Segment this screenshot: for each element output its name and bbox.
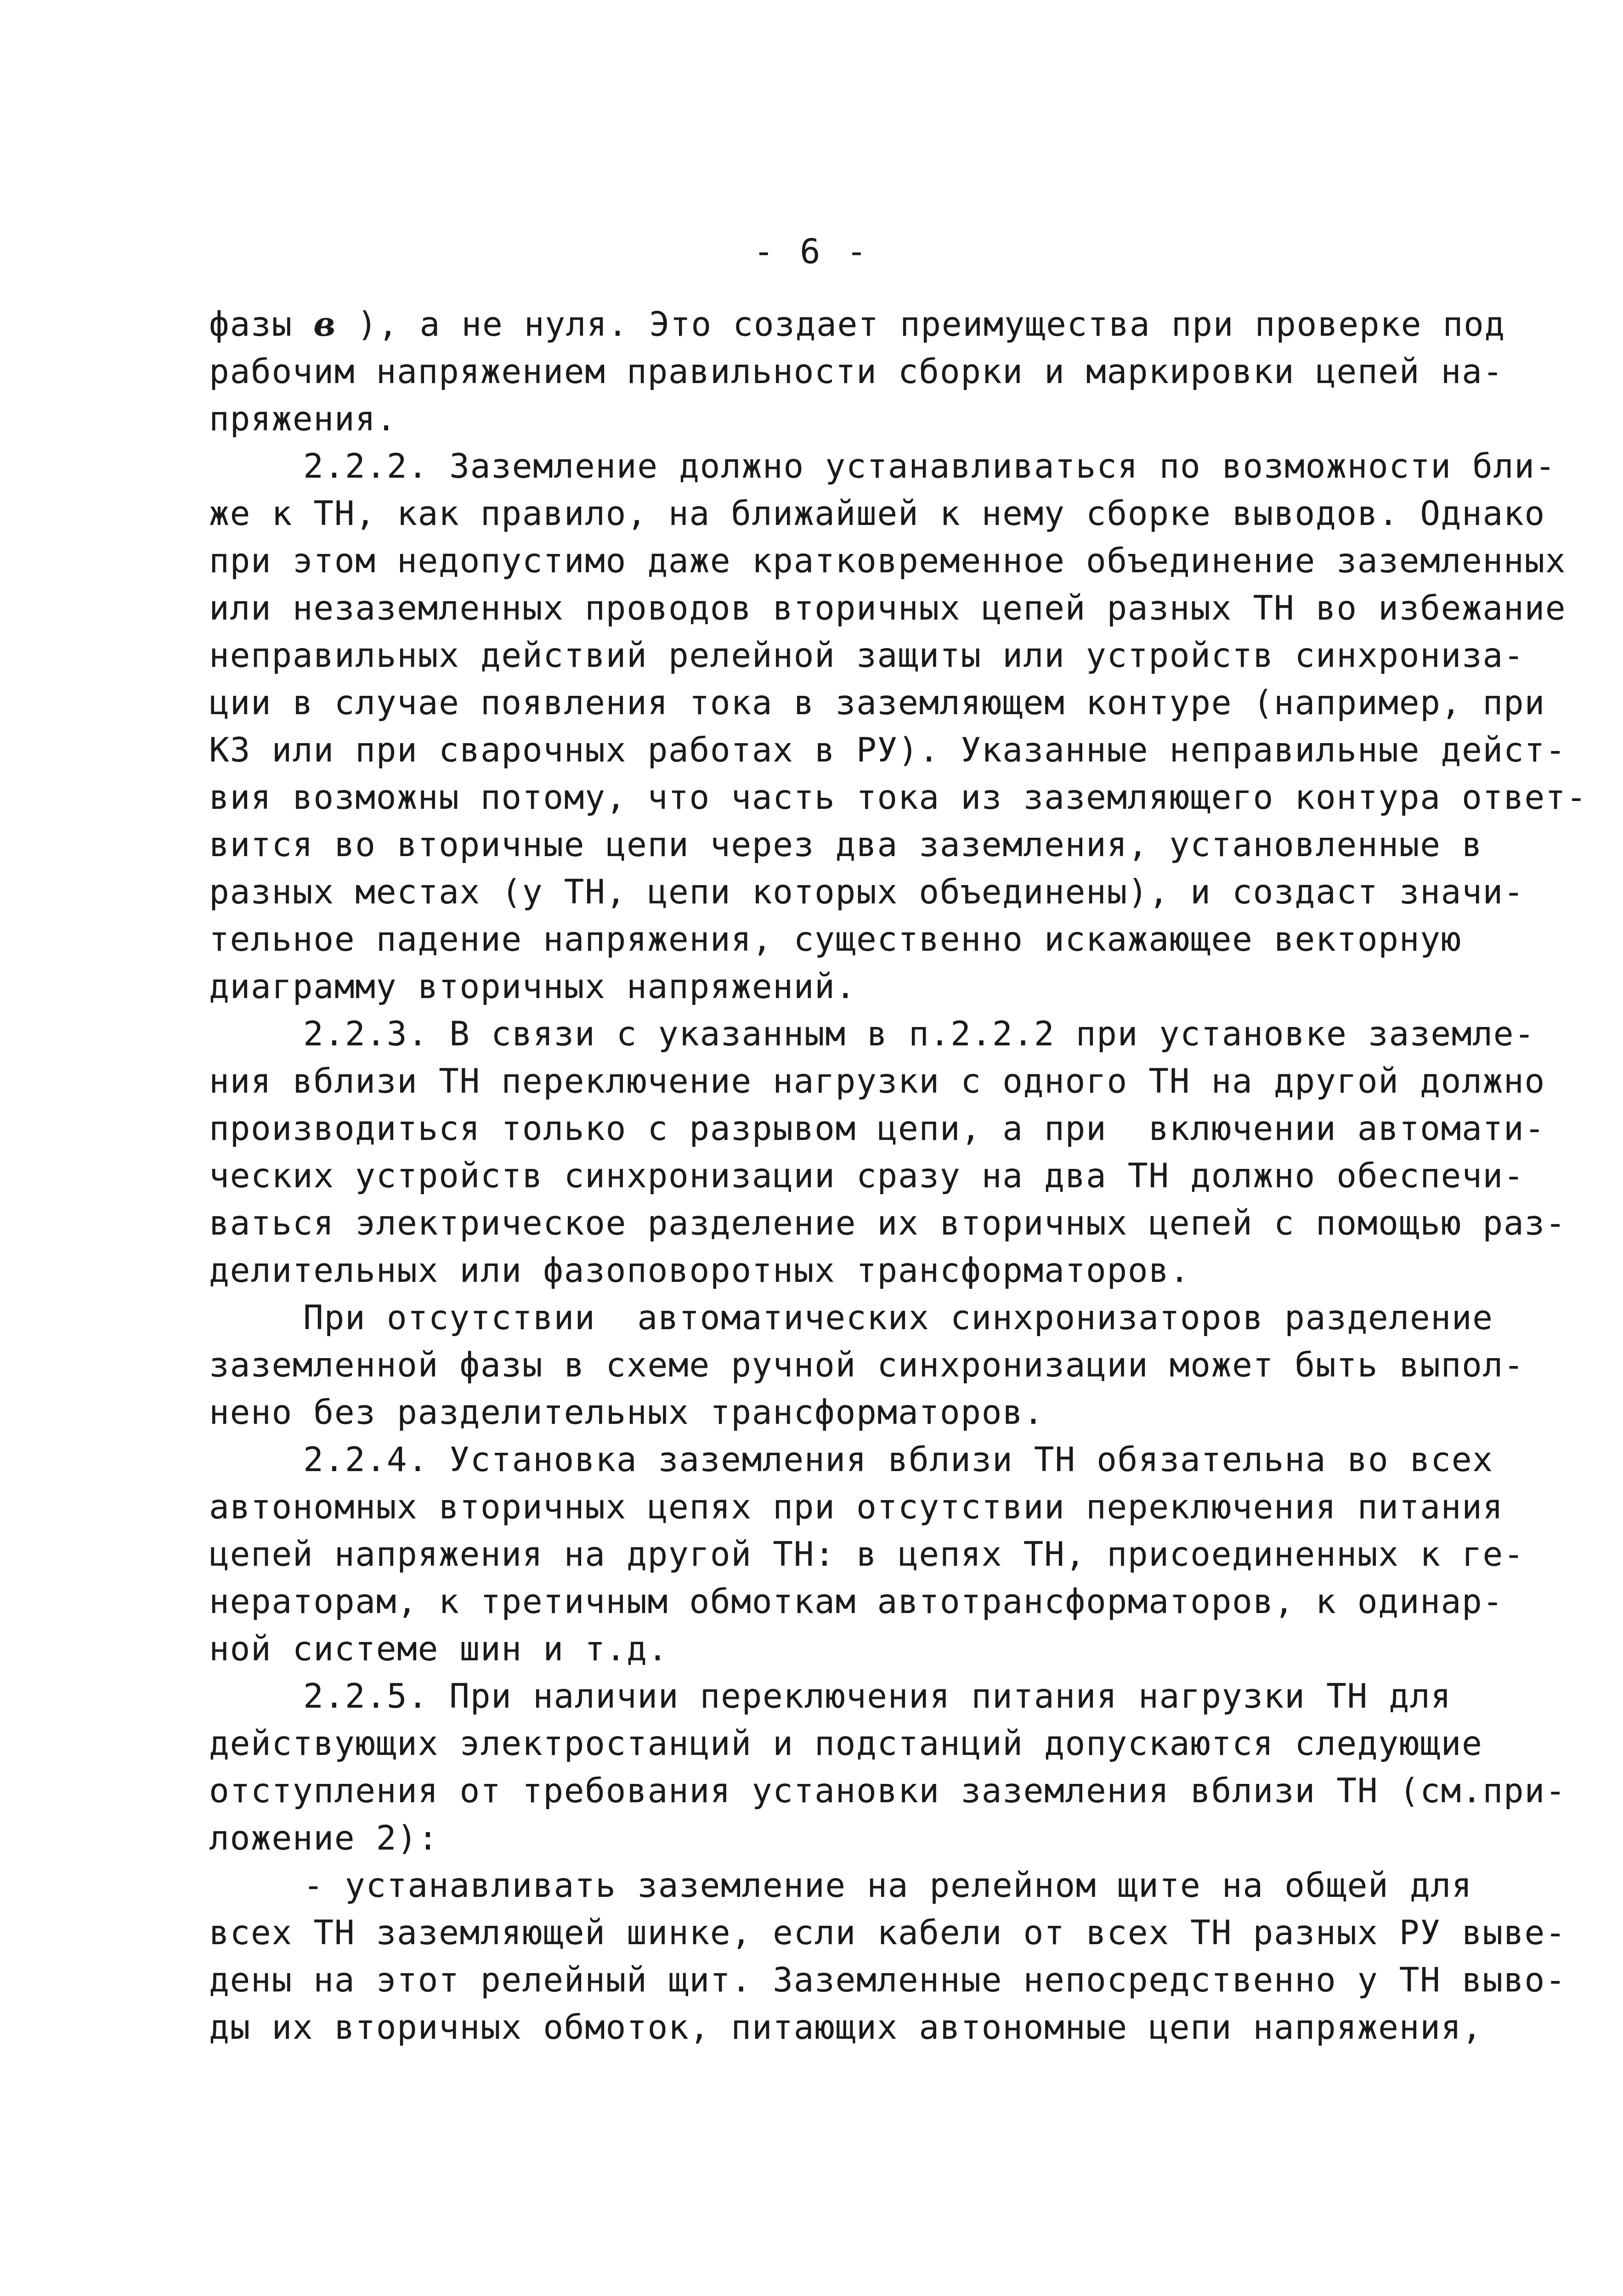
text-line: ции в случае появления тока в заземляющем контуре (например, при bbox=[209, 683, 1545, 722]
text-line: цепей напряжения на другой ТН: в цепях ТН, присоединенных к ге- bbox=[209, 1535, 1525, 1574]
text-line: неправильных действий релейной защиты или устройств синхрониза- bbox=[209, 636, 1525, 675]
text-line: диаграмму вторичных напряжений. bbox=[209, 967, 856, 1006]
text-line: нено без разделительных трансформаторов. bbox=[209, 1393, 1044, 1432]
text-line: же к ТН, как правило, на ближайшей к нему сборке выводов. Однако bbox=[209, 494, 1545, 533]
text-line: ды их вторичных обмоток, питающих автономные цепи напряжения, bbox=[209, 2008, 1483, 2047]
text-line: действующих электростанций и подстанций допускаются следующие bbox=[209, 1724, 1483, 1763]
text-line: ложение 2): bbox=[209, 1819, 439, 1858]
text-line: вится во вторичные цепи через два заземления, установленные в bbox=[209, 825, 1483, 864]
text-line: 2.2.3. В связи с указанным в п.2.2.2 при установке заземле- bbox=[303, 1015, 1535, 1054]
text-line: 2.2.4. Установка заземления вблизи ТН обязательна во всех bbox=[303, 1440, 1493, 1479]
text-line: дены на этот релейный щит. Заземленные непосредственно у ТН выво- bbox=[209, 1961, 1566, 2000]
text-line: автономных вторичных цепях при отсутствии переключения питания bbox=[209, 1488, 1504, 1527]
text-line: 2.2.5. При наличии переключения питания нагрузки ТН для bbox=[303, 1677, 1452, 1716]
text-line: всех ТН заземляющей шинке, если кабели от всех ТН разных РУ выве- bbox=[209, 1913, 1566, 1952]
text-line: вия возможны потому, что часть тока из заземляющего контура ответ- bbox=[209, 778, 1587, 817]
text-line: производиться только с разрывом цепи, а при включении автомати- bbox=[209, 1109, 1545, 1148]
text-line: нераторам, к третичным обмоткам автотрансформаторов, к одинар- bbox=[209, 1582, 1504, 1621]
text-line: ваться электрическое разделение их вторичных цепей с помощью раз- bbox=[209, 1204, 1566, 1243]
text-line: ной системе шин и т.д. bbox=[209, 1630, 668, 1669]
text-line: тельное падение напряжения, существенно искажающее векторную bbox=[209, 920, 1462, 959]
text-line: фазы в ), а не нуля. Это создает преимущества при проверке под bbox=[209, 305, 1505, 344]
text-line: заземленной фазы в схеме ручной синхронизации может быть выпол- bbox=[209, 1346, 1525, 1385]
text-line: разных местах (у ТН, цепи которых объединены), и создаст значи- bbox=[209, 873, 1525, 912]
text-line: отступления от требования установки заземления вблизи ТН (см.при- bbox=[209, 1771, 1566, 1811]
text-line: ния вблизи ТН переключение нагрузки с одного ТН на другой должно bbox=[209, 1062, 1545, 1101]
text-line: 2.2.2. Заземление должно устанавливаться по возможности бли- bbox=[303, 447, 1556, 486]
text-line: или незаземленных проводов вторичных цепей разных ТН во избежание bbox=[209, 589, 1566, 628]
text-line: делительных или фазоповоротных трансформаторов. bbox=[209, 1251, 1191, 1290]
text-line: ческих устройств синхронизации сразу на два ТН должно обеспечи- bbox=[209, 1156, 1525, 1196]
text-line: при этом недопустимо даже кратковременное объединение заземленных bbox=[209, 542, 1566, 581]
document-body bbox=[209, 301, 1587, 2051]
text-line: пряжения. bbox=[209, 400, 397, 439]
text-line: - устанавливать заземление на релейном щите на общей для bbox=[303, 1866, 1473, 1905]
text-line: При отсутствии автоматических синхронизаторов разделение bbox=[303, 1298, 1493, 1337]
page-number: - 6 - bbox=[753, 232, 870, 271]
text-line: КЗ или при сварочных работах в РУ). Указанные неправильные дейст- bbox=[209, 731, 1566, 770]
text-line: рабочим напряжением правильности сборки и маркировки цепей на- bbox=[209, 352, 1504, 391]
